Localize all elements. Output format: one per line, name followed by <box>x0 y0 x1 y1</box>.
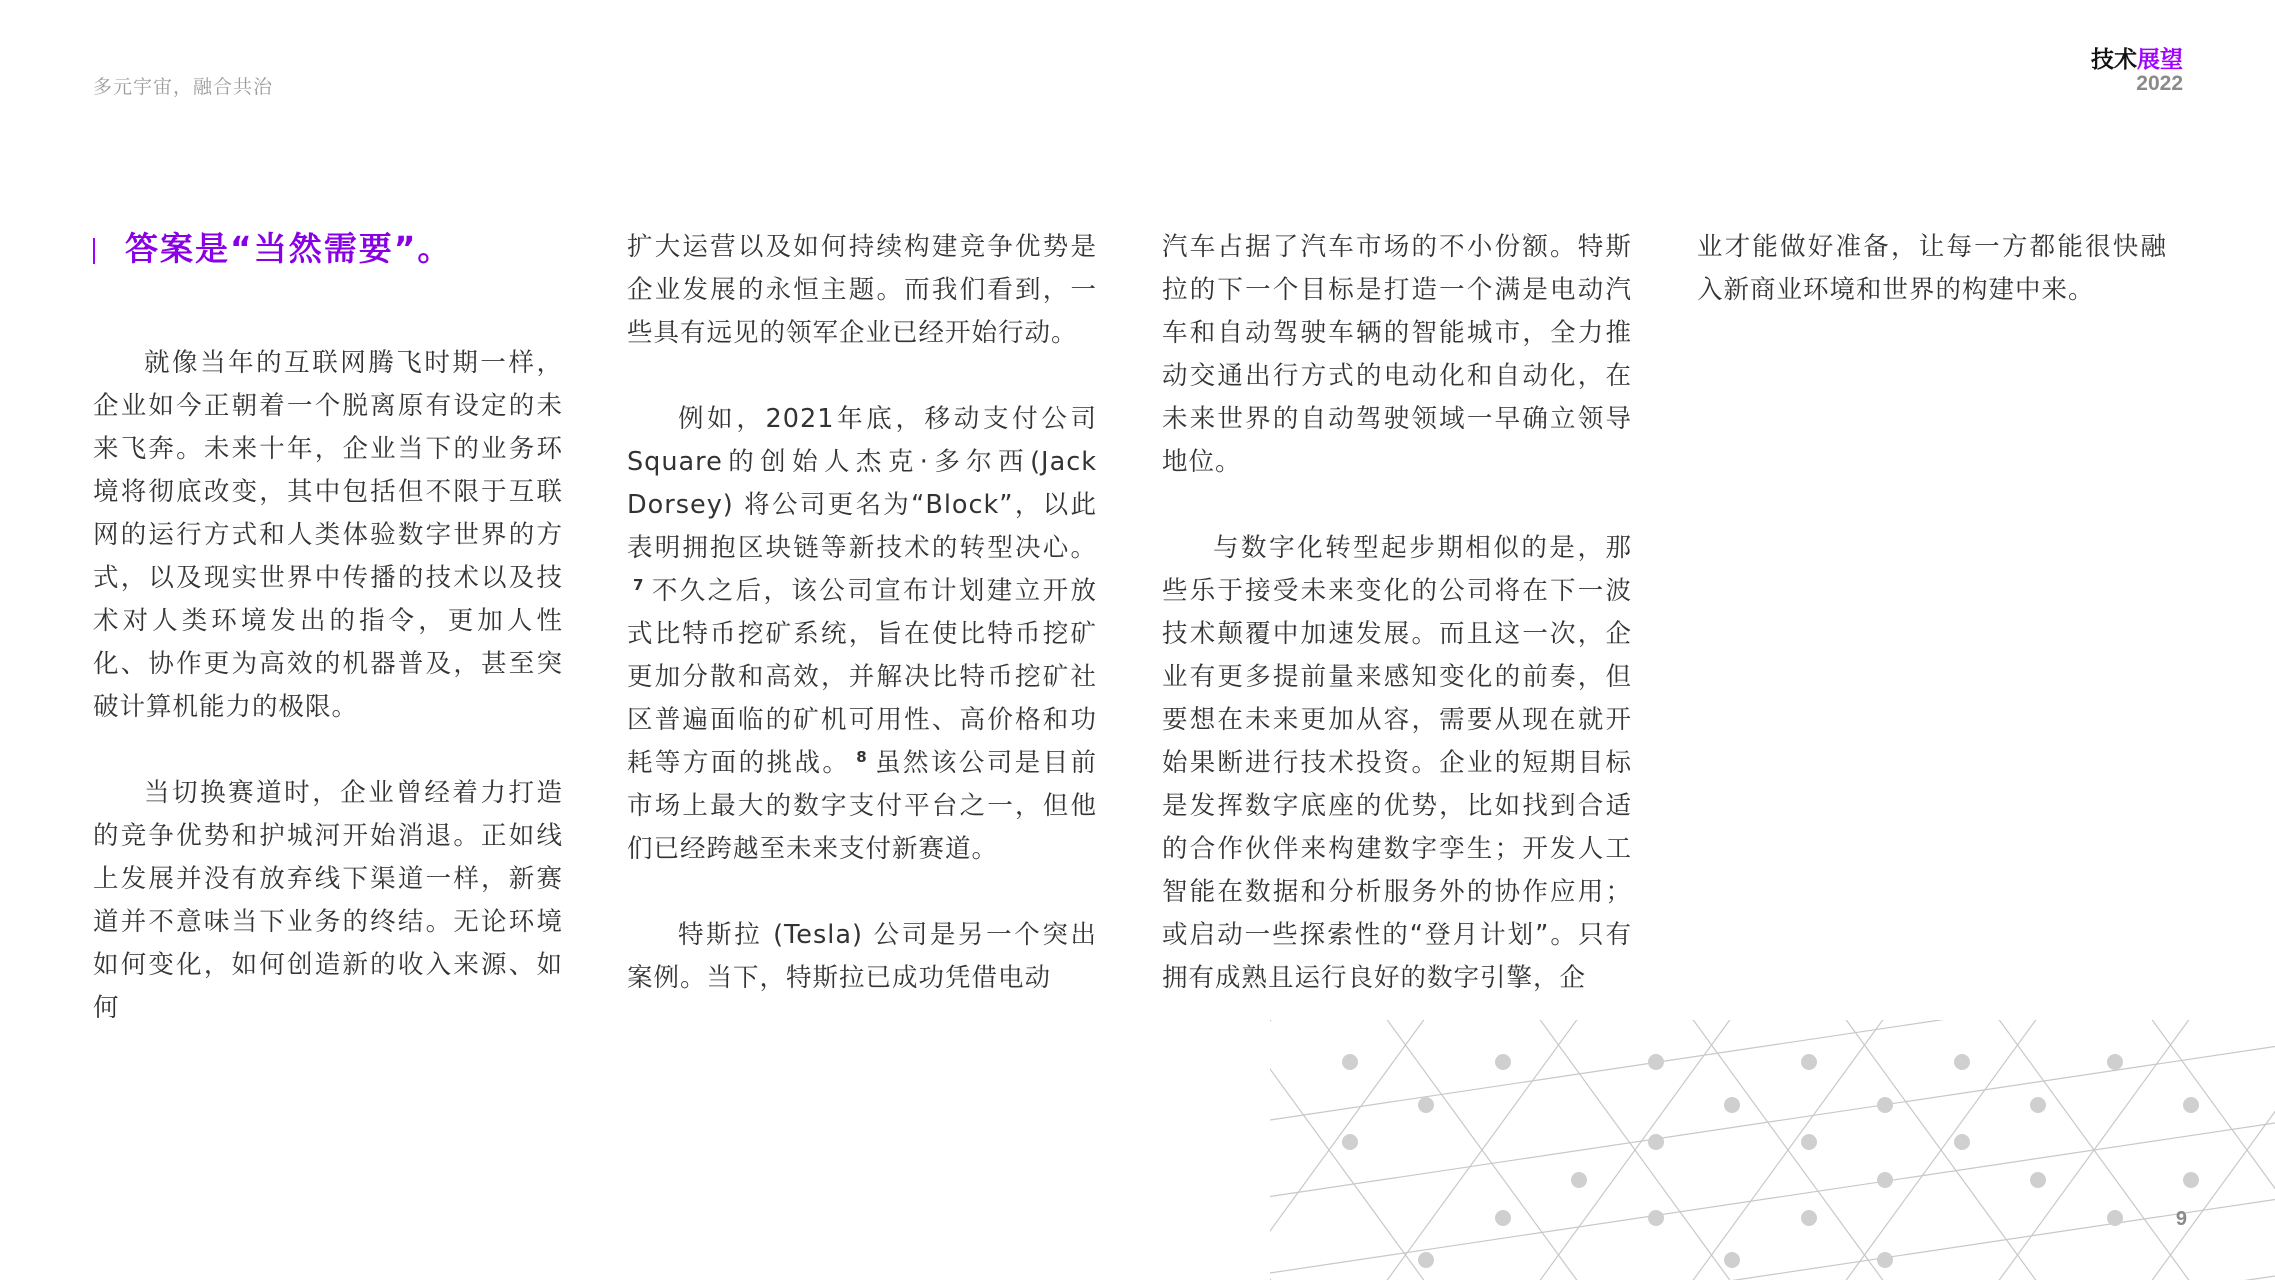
headline-accent-bar <box>93 238 95 264</box>
brand-year: 2022 <box>2136 72 2183 95</box>
brand-word: 技术 <box>2091 46 2137 72</box>
paragraph: 与数字化转型起步期相似的是，那些乐于接受未来变化的公司将在下一波技术颠覆中加速发展。而且这一次，企业有更多提前量来感知变化的前奏，但要想在未来更加从容，需要从现在就开始果断进行技术投资。企业的短期目标是发挥数字底座的优势，比如找到合适的合作伙伴来构建数字孪生；开发人工智能在数据和分析服务外的协作应用；或启动一些探索性的“登月计划”。只有拥有成熟且运行良好的数字引擎，企 <box>1162 533 1632 993</box>
lattice-node <box>2030 1172 2046 1188</box>
lattice-line <box>1270 1020 1482 1280</box>
lattice-line <box>2247 1020 2275 1280</box>
text-column-3 <box>1162 226 1632 1000</box>
page-number: 9 <box>2175 1208 2187 1230</box>
paragraph-text: 例如，2021年底，移动支付公司Square的创始人杰克·多尔西(Jack Dorsey) 将公司更名为“Block”，以此表明拥抱区块链等新技术的转型决心。 <box>627 404 1097 563</box>
brand-word-accent: 展望 <box>2137 46 2183 72</box>
section-headline <box>93 226 563 272</box>
lattice-node <box>1648 1054 1664 1070</box>
lattice-node <box>1724 1252 1740 1268</box>
paragraph: 当切换赛道时，企业曾经着力打造的竞争优势和护城河开始消退。正如线上发展并没有放弃线下渠道一样，新赛道并不意味当下业务的终结。无论环境如何变化，如何创造新的收入来源、如何 <box>93 778 563 1023</box>
lattice-node <box>1877 1172 1893 1188</box>
document-section-title: 多元宇宙，融合共治 <box>93 76 274 98</box>
lattice-node <box>2030 1097 2046 1113</box>
lattice-line <box>1270 1020 1482 1280</box>
decorative-lattice-pattern <box>1270 1020 2275 1280</box>
brand-logo <box>2091 48 2183 94</box>
paragraph <box>627 398 1097 871</box>
lattice-line <box>1482 1020 1788 1280</box>
lattice-node <box>1342 1134 1358 1150</box>
lattice-node <box>1571 1172 1587 1188</box>
headline-text: 答案是“当然需要”。 <box>125 229 453 268</box>
lattice-line <box>1270 1020 1329 1280</box>
lattice-node <box>2107 1210 2123 1226</box>
lattice-node <box>2107 1054 2123 1070</box>
lattice-line <box>1270 1123 2275 1273</box>
paragraph: 扩大运营以及如何持续构建竞争优势是企业发展的永恒主题。而我们看到，一些具有远见的领军企业已经开始行动。 <box>627 232 1097 348</box>
footnote-ref[interactable]: 8 <box>856 748 868 766</box>
lattice-node <box>1342 1054 1358 1070</box>
paragraph: 业才能做好准备，让每一方都能很快融入新商业环境和世界的构建中来。 <box>1697 232 2167 305</box>
lattice-node <box>1495 1054 1511 1070</box>
lattice-node <box>1801 1210 1817 1226</box>
text-column-1 <box>93 226 563 1030</box>
lattice-node <box>1801 1134 1817 1150</box>
lattice-node <box>2183 1097 2199 1113</box>
lattice-line <box>1270 1020 1329 1280</box>
lattice-node <box>1877 1097 1893 1113</box>
lattice-node <box>1648 1210 1664 1226</box>
lattice-node <box>2183 1172 2199 1188</box>
lattice-line <box>1788 1020 2094 1280</box>
lattice-node <box>1954 1054 1970 1070</box>
lattice-node <box>1724 1097 1740 1113</box>
paragraph-text: 不久之后，该公司宣布计划建立开放式比特币挖矿系统，旨在使比特币挖矿更加分散和高效，并解决比特币挖矿社区普遍面临的矿机可用性、高价格和功耗等方面的挑战。 <box>627 576 1097 778</box>
lattice-node <box>1954 1134 1970 1150</box>
lattice-node <box>1648 1134 1664 1150</box>
text-column-2 <box>627 226 1097 1000</box>
paragraph: 特斯拉 (Tesla) 公司是另一个突出案例。当下，特斯拉已成功凭借电动 <box>627 920 1097 993</box>
footnote-ref[interactable]: 7 <box>633 576 645 594</box>
paragraph-text: 虽然该公司是目前市场上最大的数字支付平台之一，但他们已经跨越至未来支付新赛道。 <box>627 748 1097 864</box>
lattice-node <box>1877 1252 1893 1268</box>
lattice-node <box>1801 1054 1817 1070</box>
paragraph: 汽车占据了汽车市场的不小份额。特斯拉的下一个目标是打造一个满是电动汽车和自动驾驶车辆的智能城市，全力推动交通出行方式的电动化和自动化，在未来世界的自动驾驶领域一早确立领导地位。 <box>1162 232 1632 477</box>
lattice-line <box>1270 1200 2275 1280</box>
lattice-node <box>1418 1097 1434 1113</box>
paragraph: 就像当年的互联网腾飞时期一样，企业如今正朝着一个脱离原有设定的未来飞奔。未来十年，企业当下的业务环境将彻底改变，其中包括但不限于互联网的运行方式和人类体验数字世界的方式，以及现实世界中传播的技术以及技术对人类环境发出的指令，更加人性化、协作更为高效的机器普及，甚至突破计算机能力的极限。 <box>93 348 563 722</box>
lattice-line <box>1270 1047 2275 1197</box>
lattice-line <box>2247 1020 2275 1280</box>
lattice-node <box>1495 1210 1511 1226</box>
lattice-node <box>1418 1252 1434 1268</box>
text-column-4 <box>1697 226 2167 312</box>
